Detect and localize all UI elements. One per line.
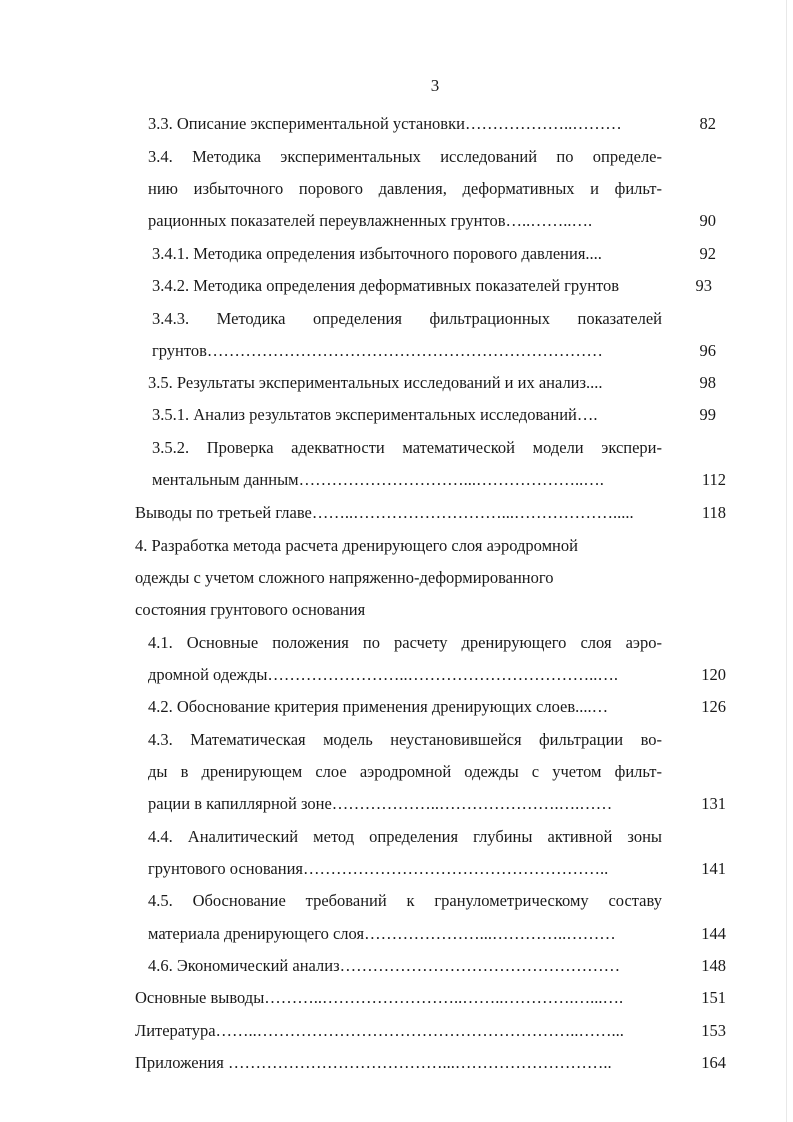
toc-entry-4-4-line-2: грунтового основания……………………………………………….. bbox=[148, 859, 609, 878]
toc-entry-chapter-4-line-2: одежды с учетом сложного напряженно-деформированного bbox=[135, 568, 554, 587]
toc-entry-3-4-1-page: 92 bbox=[699, 244, 716, 263]
toc-entry-3-3-line-1: 3.3. Описание экспериментальной установки………………..……… bbox=[148, 114, 622, 133]
toc-entry-4-5-line-2: материала дренирующего слоя…………………...…………..……… bbox=[148, 924, 616, 943]
toc-entry-conclusions-ch3-line-1: Выводы по третьей главе……..………………………...………………..... bbox=[135, 503, 634, 522]
toc-entry-4-3-page: 131 bbox=[701, 794, 726, 813]
toc-entry-3-5-1-line-1: 3.5.1. Анализ результатов экспериментальных исследований…. bbox=[152, 405, 598, 424]
toc-entry-3-4-2-line-1: 3.4.2. Методика определения деформативных показателей грунтов bbox=[152, 276, 620, 295]
toc-entry-3-5-line-1: 3.5. Результаты экспериментальных исследований и их анализ.... bbox=[148, 373, 603, 392]
toc-entry-3-4-page: 90 bbox=[699, 211, 716, 230]
toc-entry-appendices-page: 164 bbox=[701, 1053, 726, 1072]
toc-entry-4-1-line-1: 4.1. Основные положения по расчету дренирующего слоя аэро- bbox=[148, 633, 662, 652]
toc-entry-4-2-page: 126 bbox=[701, 697, 726, 716]
toc-entry-4-3-line-1: 4.3. Математическая модель неустановившейся фильтрации во- bbox=[148, 730, 662, 749]
toc-entry-3-5-2-line-2: ментальным данным…………………………...………………..…. bbox=[152, 470, 604, 489]
toc-entry-3-5-page: 98 bbox=[699, 373, 716, 392]
toc-entry-4-5-line-1: 4.5. Обоснование требований к гранулометрическому составу bbox=[148, 891, 662, 910]
toc-entry-4-5-page: 144 bbox=[701, 924, 726, 943]
toc-entry-3-4-3-page: 96 bbox=[699, 341, 716, 360]
toc-entry-conclusions-ch3-page: 118 bbox=[701, 503, 726, 522]
toc-entry-chapter-4-line-3: состояния грунтового основания bbox=[135, 600, 366, 619]
scan-edge-line bbox=[786, 0, 787, 1122]
toc-entry-main-conclusions-line-1: Основные выводы………..……………………..……..………….…...…. bbox=[135, 988, 624, 1007]
toc-entry-3-5-1-page: 99 bbox=[699, 405, 716, 424]
toc-entry-4-6-line-1: 4.6. Экономический анализ…………………………………………… bbox=[148, 956, 621, 975]
toc-entry-3-4-line-3: рационных показателей переувлажненных грунтов…..……..…. bbox=[148, 211, 593, 230]
toc-entry-4-1-line-2: дромной одежды……………………..……………………………..…. bbox=[148, 665, 619, 684]
toc-entry-chapter-4-line-1: 4. Разработка метода расчета дренирующего слоя аэродромной bbox=[135, 536, 578, 555]
toc-entry-4-4-line-1: 4.4. Аналитический метод определения глубины активной зоны bbox=[148, 827, 662, 846]
toc-entry-3-4-2-page: 93 bbox=[695, 276, 712, 295]
toc-entry-4-1-page: 120 bbox=[701, 665, 726, 684]
toc-entry-literature-page: 153 bbox=[701, 1021, 726, 1040]
toc-entry-3-4-line-1: 3.4. Методика экспериментальных исследований по определе- bbox=[148, 147, 662, 166]
toc-entry-main-conclusions-page: 151 bbox=[701, 988, 726, 1007]
toc-entry-3-5-2-line-1: 3.5.2. Проверка адекватности математической модели экспери- bbox=[152, 438, 662, 457]
toc-entry-4-2-line-1: 4.2. Обоснование критерия применения дренирующих слоев....… bbox=[148, 697, 609, 716]
toc-entry-4-6-page: 148 bbox=[701, 956, 726, 975]
toc-entry-4-3-line-3: рации в капиллярной зоне………………..………………….….…… bbox=[148, 794, 613, 813]
page-number: 3 bbox=[430, 76, 440, 95]
toc-entry-3-4-3-line-1: 3.4.3. Методика определения фильтрационных показателей bbox=[152, 309, 662, 328]
toc-entry-4-4-page: 141 bbox=[701, 859, 726, 878]
toc-entry-3-3-page: 82 bbox=[699, 114, 716, 133]
toc-entry-3-4-1-line-1: 3.4.1. Методика определения избыточного порового давления.... bbox=[152, 244, 602, 263]
toc-entry-appendices-line-1: Приложения …………………………………...……………………….. bbox=[135, 1053, 612, 1072]
toc-entry-3-4-3-line-2: грунтов……………………………………………………………… bbox=[152, 341, 603, 360]
toc-entry-4-3-line-2: ды в дренирующем слое аэродромной одежды с учетом фильт- bbox=[148, 762, 662, 781]
toc-entry-3-4-line-2: нию избыточного порового давления, деформативных и фильт- bbox=[148, 179, 662, 198]
toc-entry-literature-line-1: Литература……..…………………………………………………..……... bbox=[135, 1021, 624, 1040]
toc-entry-3-5-2-page: 112 bbox=[701, 470, 726, 489]
